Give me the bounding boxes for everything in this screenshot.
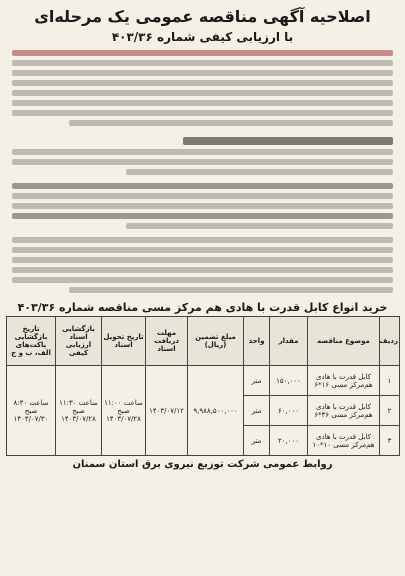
notice-subtitle: با ارزیابی کیفی شماره ۴۰۳/۳۶: [111, 30, 294, 44]
envelope-opening-date: ساعت ۸:۳۰ صبح ۱۴۰۳/۰۷/۳۰: [7, 366, 56, 456]
row-subject: کابل قدرت با هادی هم‌مرکز مسی ۱۶*۶: [308, 366, 380, 396]
table-title: خرید انواع کابل قدرت با هادی هم مرکز مسی مناقصه شماره ۴۰۳/۳۶: [17, 301, 388, 314]
row-number: ۳: [380, 426, 400, 456]
guarantee-section: [10, 130, 395, 179]
table-header-row: [7, 317, 400, 366]
column-header: واحد: [244, 317, 270, 366]
quality-opening-date: ساعت ۱۱:۳۰ صبح ۱۴۰۳/۰۷/۲۸: [56, 366, 102, 456]
row-unit: متر: [244, 366, 270, 396]
notes-section: [10, 233, 395, 297]
conditions-section: [10, 179, 395, 233]
row-subject: کابل قدرت با هادی هم‌مرکز مسی ۳۶*۶: [308, 396, 380, 426]
intro-paragraph: [10, 46, 395, 130]
receive-deadline: ۱۴۰۳/۰۷/۱۲: [146, 366, 188, 456]
footer-signature: روابط عمومی شرکت توزیع نیروی برق استان سمنان: [72, 459, 333, 470]
column-header: بازگشایی اسناد ارزیابی کیفی: [56, 317, 102, 366]
table-row: [7, 366, 400, 396]
row-number: ۱: [380, 366, 400, 396]
row-quantity: ۱۵۰,۰۰۰: [270, 366, 308, 396]
row-number: ۲: [380, 396, 400, 426]
guarantee-amount: ۹,۹۸۸,۵۰۰,۰۰۰: [188, 366, 244, 456]
column-header: مقدار: [270, 317, 308, 366]
row-unit: متر: [244, 426, 270, 456]
row-quantity: ۶۰,۰۰۰: [270, 396, 308, 426]
row-quantity: ۲۰,۰۰۰: [270, 426, 308, 456]
delivery-date: ساعت ۱۱:۰۰ صبح ۱۴۰۳/۰۷/۲۸: [102, 366, 146, 456]
column-header: تاریخ تحویل اسناد: [102, 317, 146, 366]
column-header: مهلت دریافت اسناد: [146, 317, 188, 366]
column-header: ردیف: [380, 317, 400, 366]
column-header: تاریخ بازگشایی پاکت‌های الف، ب و ج: [7, 317, 56, 366]
column-header: موضوع مناقصه: [308, 317, 380, 366]
notice-title: اصلاحیه آگهی مناقصه عمومی یک مرحله‌ای: [34, 7, 371, 26]
tender-table: [6, 316, 400, 456]
row-unit: متر: [244, 396, 270, 426]
column-header: مبلغ تضمین (ریال): [188, 317, 244, 366]
row-subject: کابل قدرت با هادی هم‌مرکز مسی ۱۰*۱۰: [308, 426, 380, 456]
